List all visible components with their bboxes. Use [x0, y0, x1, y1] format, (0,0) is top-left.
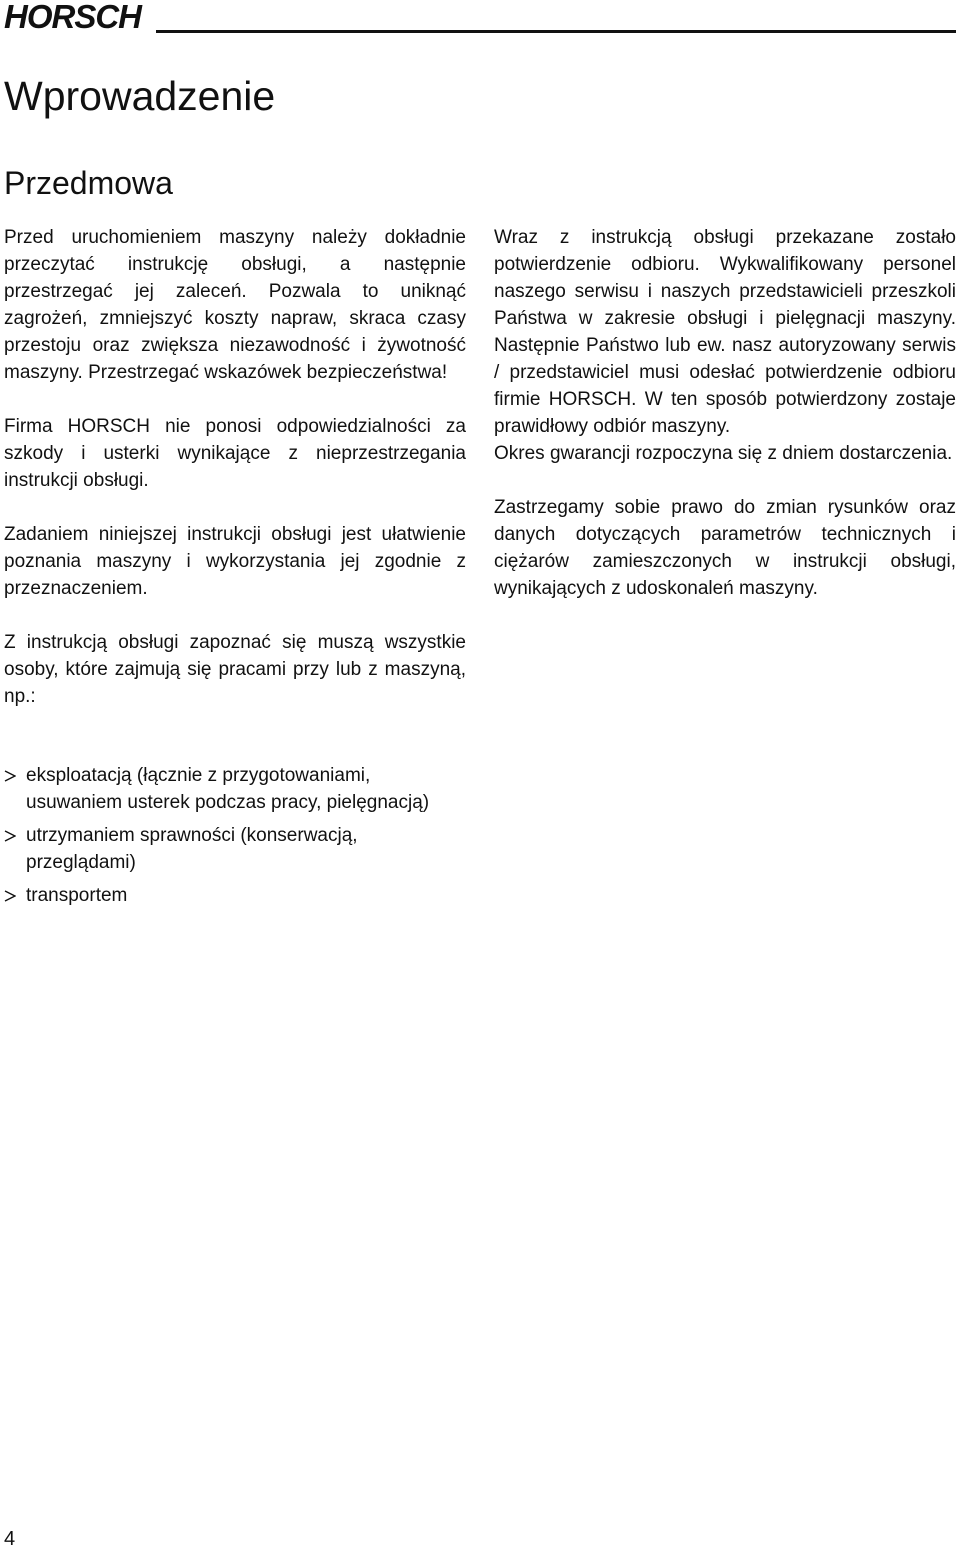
list-item	[4, 882, 466, 909]
list-item-text: utrzymaniem sprawności (konserwacją, przeglądami)	[26, 825, 358, 873]
paragraph-intro: Przed uruchomieniem maszyny należy dokładnie przeczytać instrukcję obsługi, a następnie przestrzegać jej zaleceń. Pozwala to uniknąć zagrożeń, zmniejszyć koszty napraw, skraca czasy przestoju oraz zwiększa niezawodność i żywotność maszyny. Przestrzegać wskazówek bezpieczeństwa!	[4, 227, 466, 383]
arrowhead-bullet-icon	[4, 830, 16, 842]
section-title: Przedmowa	[4, 165, 173, 201]
paragraph-warranty: Okres gwarancji rozpoczyna się z dniem dostarczenia.	[494, 443, 953, 464]
list-item-text: transportem	[26, 885, 128, 906]
list-item	[4, 762, 466, 816]
header-rule	[156, 30, 956, 33]
list-item-text: eksploatacją (łącznie z przygotowaniami, usuwaniem usterek podczas pracy, pielęgnacją)	[26, 765, 430, 813]
list-item	[4, 822, 466, 876]
paragraph-changes: Zastrzegamy sobie prawo do zmian rysunków oraz danych dotyczących parametrów technicznych i ciężarów zamieszczonych w instrukcji obsługi, wynikających z udoskonaleń maszyny.	[494, 497, 956, 599]
paragraph-audience: Z instrukcją obsługi zapoznać się muszą wszystkie osoby, które zajmują się pracami przy lub z maszyną, np.:	[4, 632, 466, 707]
paragraph-liability: Firma HORSCH nie ponosi odpowiedzialności za szkody i usterki wynikające z nieprzestrzegania instrukcji obsługi.	[4, 416, 466, 491]
paragraph-purpose: Zadaniem niniejszej instrukcji obsługi jest ułatwienie poznania maszyny i wykorzystania jej zgodnie z przeznaczeniem.	[4, 524, 466, 599]
paragraph-receipt: Wraz z instrukcją obsługi przekazane zostało potwierdzenie odbioru. Wykwalifikowany personel naszego serwisu i naszych przedstawicieli przeszkoli Państwa w zakresie obsługi i pielęgnacji maszyny. Następnie Państwo lub ew. nasz autoryzowany serwis / przedstawiciel musi odesłać potwierdzenie odbioru firmie HORSCH. W ten sposób potwierdzony zostaje prawidłowy odbiór maszyny.	[494, 227, 956, 437]
page-title: Wprowadzenie	[4, 73, 276, 119]
horsch-logo: HORSCH	[4, 0, 142, 35]
left-column	[4, 224, 466, 710]
arrowhead-bullet-icon	[4, 890, 16, 902]
audience-bullet-list	[4, 762, 466, 915]
right-column	[494, 224, 956, 629]
arrowhead-bullet-icon	[4, 770, 16, 782]
page-number: 4	[4, 1528, 16, 1550]
